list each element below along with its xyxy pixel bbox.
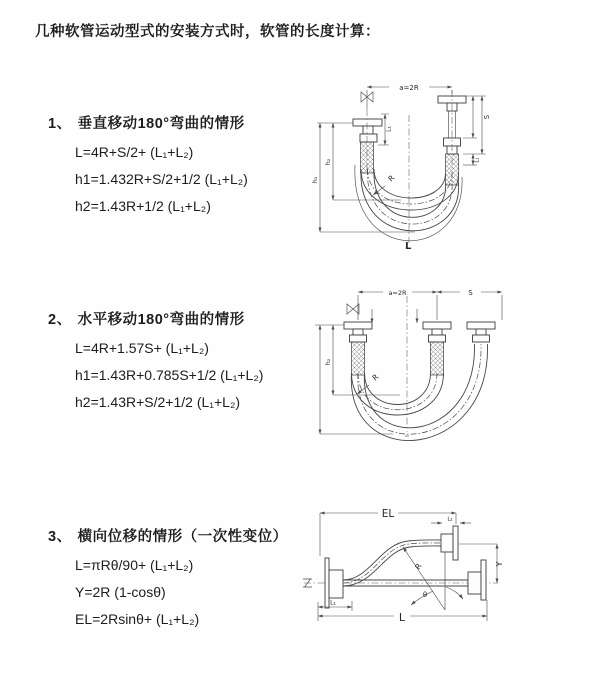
position-arrows [372,309,417,323]
section-2-formulas [75,338,263,419]
page-title: 几种软管运动型式的安装方式时，软管的长度计算： [35,24,380,40]
dim-label-a2r: a=2R [388,288,407,297]
section-3-title: 横向位移的情形（一次性变位） [77,529,288,545]
dim-label-h2: h₂ [324,358,332,366]
radius-leader [403,547,445,610]
formula: h2=1.43R+1/2 (L₁+L₂) [75,198,211,214]
dim-label-el: EL [381,508,395,520]
right-flange-fitting [467,322,495,342]
section-2-heading [48,308,263,329]
section-1-formulas [75,142,248,223]
center-flange-fitting [423,322,451,375]
dim-label-l1: L₁ [474,157,481,163]
right-flange-fitting-lower [444,90,461,185]
dimension-a2r [358,289,437,297]
dim-label-l1: L₁ [330,599,336,607]
section-1-heading [48,112,248,133]
length-label-group [405,115,412,252]
braided-hose-section [431,342,444,375]
radius-label: R [413,561,424,572]
formula: h1=1.432R+S/2+1/2 (L₁+L₂) [75,171,248,187]
dim-label-l1: L₁ [385,126,393,132]
section-3-number: 3、 [48,529,72,545]
dim-label-h2: h₂ [324,158,332,166]
dim-label-h1: h₁ [311,176,319,184]
formula: h2=1.43R+S/2+1/2 (L₁+L₂) [75,394,241,410]
dimension-l2 [431,517,471,524]
hose-curves [351,344,487,441]
dim-label-l2: L₂ [447,516,453,523]
displaced-flange-fitting [441,526,458,560]
section-1 [48,112,248,223]
section-2-title: 水平移动180°弯曲的情形 [77,312,245,328]
dim-label-y: Y [495,561,504,567]
radius-leader [357,372,380,394]
dimension-l1-right [463,154,481,165]
section-3 [48,525,288,636]
dimension-s [358,289,502,320]
dimension-l [318,600,487,624]
section-2-number: 2、 [48,312,72,328]
dimension-s [463,96,491,154]
formula: h1=1.43R+0.785S+1/2 (L₁+L₂) [75,367,264,383]
dim-label-s: S [483,114,491,120]
section-3-formulas [75,555,288,636]
section-1-title: 垂直移动180°弯曲的情形 [77,116,245,132]
length-label: L [405,241,412,252]
formula: L=4R+S/2+ (L₁+L₂) [75,144,194,160]
s-curve-hose [343,540,441,586]
formula: L=4R+1.57S+ (L₁+L₂) [75,340,209,356]
length-label: L [398,611,406,624]
braided-hose-section [352,342,365,375]
dim-label-s: S [468,288,473,297]
diagram-horizontal-180-bend [305,282,595,457]
angle-label: θ [422,591,428,599]
dimension-el [320,508,456,556]
section-3-heading [48,525,288,546]
dimension-l1 [318,600,352,612]
valve-icon [347,303,359,320]
formula: Y=2R (1-cosθ) [75,584,166,600]
radius-label: R [386,173,397,184]
diagram-lateral-displacement [298,498,598,653]
section-1-number: 1、 [48,116,72,132]
section-2 [48,308,263,419]
formula: EL=2Rsinθ+ (L₁+L₂) [75,611,200,627]
left-flange-fitting [353,109,382,173]
left-flange-fitting [344,322,372,375]
formula: L=πRθ/90+ (L₁+L₂) [75,557,194,573]
dim-label-a2r: a=2R [399,84,419,92]
diagram-vertical-180-bend [305,65,595,260]
angle-theta [411,587,463,605]
radius-label: R [370,372,381,383]
